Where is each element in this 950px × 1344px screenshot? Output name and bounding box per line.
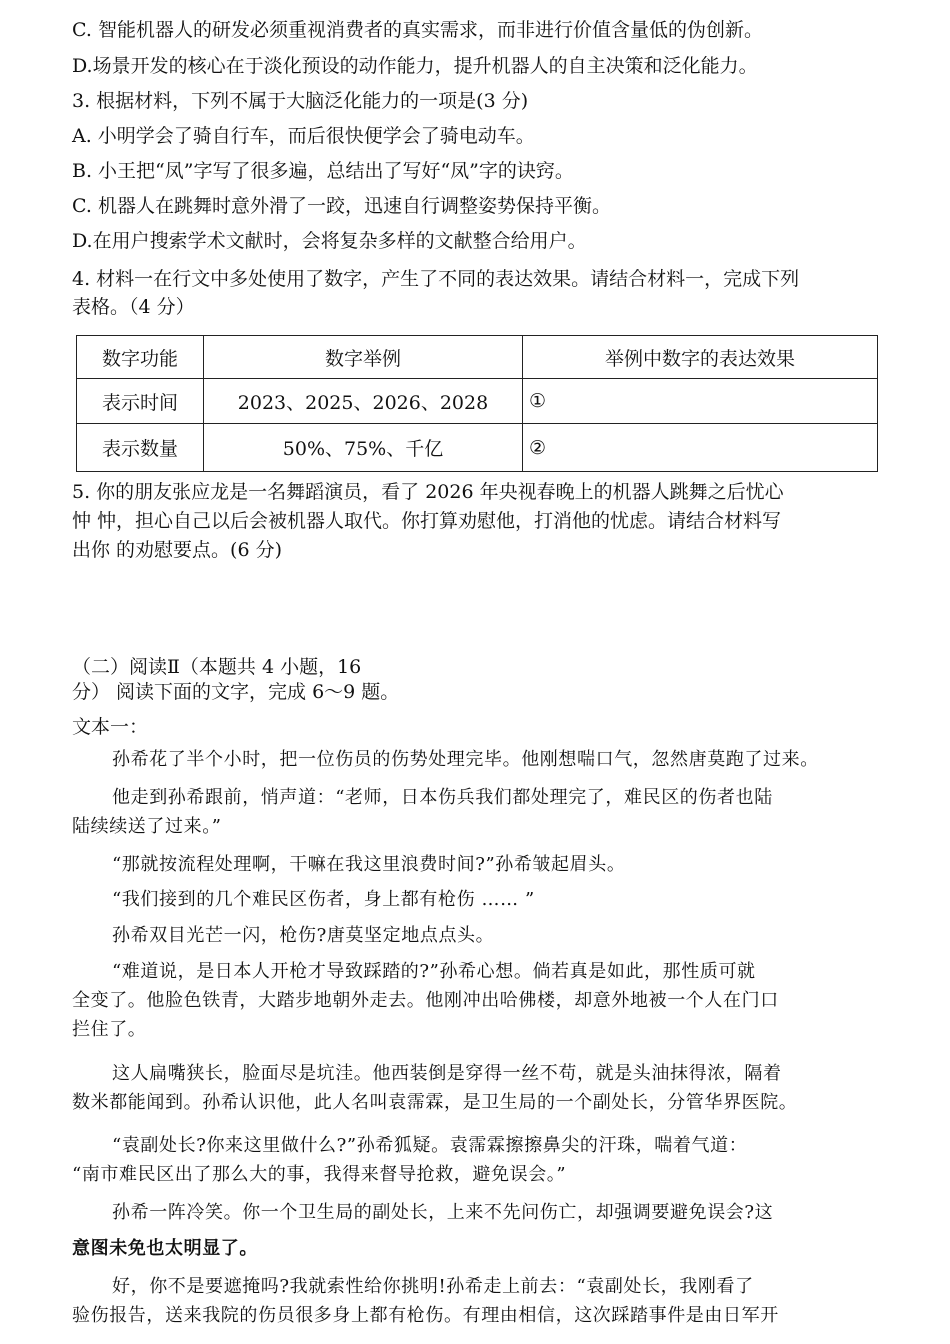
- passage-line: “我们接到的几个难民区伤者，身上都有枪伤 …… ”: [112, 889, 535, 910]
- passage-line: 验伤报告，送来我院的伤员很多身上都有枪伤。有理由相信，这次踩踏事件是由日军开: [72, 1305, 779, 1326]
- table-row: [77, 424, 878, 472]
- q3-option-c: C. 机器人在跳舞时意外滑了一跤，迅速自行调整姿势保持平衡。: [72, 195, 611, 217]
- passage-line: “那就按流程处理啊，干嘛在我这里浪费时间?”孙希皱起眉头。: [112, 854, 626, 875]
- passage-line: 数米都能闻到。孙希认识他，此人名叫袁霈霖，是卫生局的一个副处长，分管华界医院。: [72, 1092, 798, 1113]
- table-header-cell: 数字功能: [77, 336, 204, 379]
- table-row: [77, 379, 878, 424]
- section-2-heading: （二）阅读Ⅱ（本题共 4 小题，16: [72, 656, 362, 678]
- passage-line: 他走到孙希跟前，悄声道：“老师，日本伤兵我们都处理完了，难民区的伤者也陆: [112, 787, 773, 808]
- passage-line: 陆续续送了过来。”: [72, 816, 222, 837]
- passage-line: 孙希一阵冷笑。你一个卫生局的副处长，上来不先问伤亡，却强调要避免误会?这: [112, 1202, 774, 1223]
- question-3-stem: 3. 根据材料，下列不属于大脑泛化能力的一项是(3 分): [72, 90, 529, 112]
- option-d: D.场景开发的核心在于淡化预设的动作能力，提升机器人的自主决策和泛化能力。: [72, 55, 758, 77]
- table-cell: 表示数量: [77, 424, 204, 472]
- question-5-line1: 5. 你的朋友张应龙是一名舞蹈演员，看了 2026 年央视春晚上的机器人跳舞之后忧心: [72, 481, 784, 503]
- passage-line: “袁副处长?你来这里做什么?”孙希狐疑。袁霈霖擦擦鼻尖的汗珠，喘着气道：: [112, 1135, 748, 1156]
- passage-line: 孙希双目光芒一闪，枪伤?唐莫坚定地点点头。: [112, 925, 495, 946]
- q3-option-d: D.在用户搜索学术文献时，会将复杂多样的文献整合给用户。: [72, 230, 587, 252]
- question-5-line3: 出你 的劝慰要点。(6 分): [72, 539, 282, 561]
- answer-blank-cell[interactable]: ②: [523, 424, 878, 472]
- table-cell: 50%、75%、千亿: [204, 424, 523, 472]
- section-2-instruction: 分） 阅读下面的文字，完成 6～9 题。: [72, 681, 400, 703]
- passage-line: 这人扁嘴狭长，脸面尽是坑洼。他西装倒是穿得一丝不苟，就是头油抹得浓，隔着: [112, 1063, 782, 1084]
- passage-line: 拦住了。: [72, 1019, 147, 1040]
- passage-line: 孙希花了半个小时，把一位伤员的伤势处理完毕。他刚想喘口气，忽然唐莫跑了过来。: [112, 749, 819, 770]
- text-one-label: 文本一：: [72, 716, 149, 738]
- question-5-line2: 忡 忡，担心自己以后会被机器人取代。你打算劝慰他，打消他的忧虑。请结合材料写: [72, 510, 782, 532]
- table-header-cell: 数字举例: [204, 336, 523, 379]
- passage-line: “南市难民区出了那么大的事，我得来督导抢救，避免误会。”: [72, 1164, 567, 1185]
- question-4-line1: 4. 材料一在行文中多处使用了数字，产生了不同的表达效果。请结合材料一，完成下列: [72, 268, 800, 290]
- table-header-row: [77, 336, 878, 379]
- passage-line: 意图未免也太明显了。: [72, 1238, 258, 1259]
- option-c: C. 智能机器人的研发必须重视消费者的真实需求，而非进行价值含量低的伪创新。: [72, 19, 763, 41]
- table-cell: 2023、2025、2026、2028: [204, 379, 523, 424]
- passage-line: 全变了。他脸色铁青，大踏步地朝外走去。他刚冲出哈佛楼，却意外地被一个人在门口: [72, 990, 779, 1011]
- passage-line: “难道说，是日本人开枪才导致踩踏的?”孙希心想。倘若真是如此，那性质可就: [112, 961, 756, 982]
- passage-line: 好，你不是要遮掩吗?我就索性给你挑明!孙希走上前去：“袁副处长，我刚看了: [112, 1276, 754, 1297]
- table-cell: 表示时间: [77, 379, 204, 424]
- q3-option-a: A. 小明学会了骑自行车，而后很快便学会了骑电动车。: [72, 125, 535, 147]
- q3-option-b: B. 小王把“凤”字写了很多遍，总结出了写好“凤”字的诀窍。: [72, 160, 574, 182]
- question-4-line2: 表格。（4 分）: [72, 296, 195, 318]
- answer-table: [76, 335, 878, 472]
- answer-blank-cell[interactable]: ①: [523, 379, 878, 424]
- table-header-cell: 举例中数字的表达效果: [523, 336, 878, 379]
